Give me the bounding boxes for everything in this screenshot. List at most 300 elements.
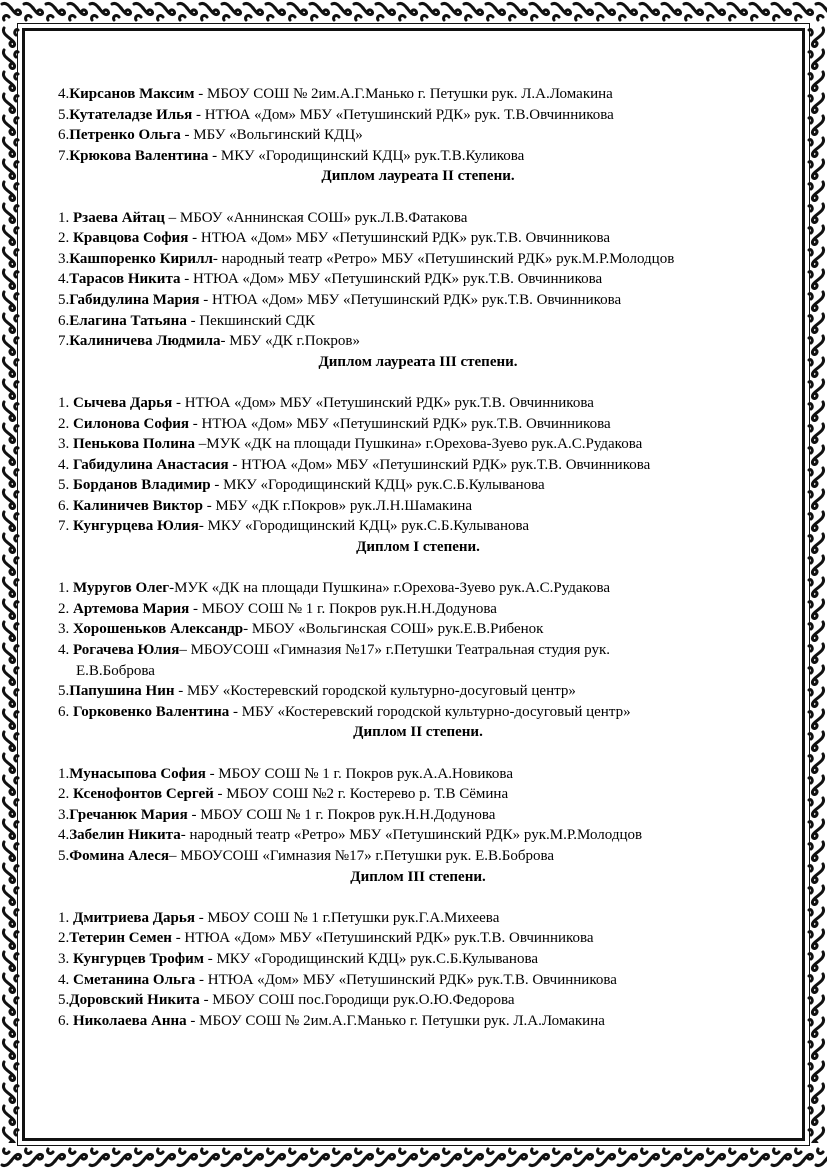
- item-number: 7.: [58, 333, 70, 350]
- list-item: [58, 269, 778, 290]
- ornament-motif: [178, 1149, 197, 1166]
- item-number: 2.: [58, 415, 73, 432]
- ornament-motif: [112, 1149, 131, 1166]
- ornament-motif: [3, 996, 18, 1015]
- item-number: 4.: [58, 827, 70, 844]
- ornament-motif: [640, 3, 659, 20]
- ornament-motif: [398, 3, 417, 20]
- ornament-motif: [809, 160, 824, 179]
- item-number: 2.: [58, 600, 73, 617]
- ornament-motif: [809, 952, 824, 971]
- participant-name: Кунгурцева Юлия: [73, 518, 199, 535]
- item-number: 5.: [58, 847, 70, 864]
- participant-details: - МБОУ СОШ №2 г. Костерево р. Т.В Сёмина: [213, 786, 509, 803]
- participant-details: - МБОУ «Вольгинская СОШ» рук.Е.В.Рибенок: [243, 621, 544, 638]
- item-number: 5.: [58, 683, 70, 700]
- ornament-motif: [178, 3, 197, 20]
- item-number: 1.: [58, 209, 73, 226]
- ornament-motif: [809, 930, 824, 949]
- list-item: [58, 990, 778, 1011]
- list-item: [58, 455, 778, 476]
- item-number: 3.: [58, 436, 73, 453]
- participant-name: Крюкова Валентина: [69, 147, 209, 164]
- item-number: 1.: [58, 580, 73, 597]
- participant-details: - НТЮА «Дом» МБУ «Петушинский РДК» рук.Т.В. Овчинникова: [195, 971, 617, 988]
- ornament-motif: [809, 710, 824, 729]
- ornament-motif: [662, 3, 681, 20]
- list-item: [58, 331, 778, 352]
- ornament-motif: [3, 138, 18, 157]
- list-item: [58, 970, 778, 991]
- ornament-motif: [2, 1149, 21, 1166]
- award-section: [58, 764, 778, 888]
- ornament-motif: [728, 1149, 747, 1166]
- ornament-motif: [222, 1149, 241, 1166]
- ornament-motif: [24, 1149, 43, 1166]
- ornament-motif: [684, 3, 703, 20]
- participant-details: – МБОУ «Аннинская СОШ» рук.Л.В.Фатакова: [164, 209, 468, 226]
- participant-name: Мунасыпова София: [69, 765, 206, 782]
- item-number: 1.: [58, 765, 70, 782]
- participant-details: - НТЮА «Дом» МБУ «Петушинский РДК» рук.Т.В. Овчинникова: [199, 291, 622, 308]
- ornament-motif: [809, 358, 824, 377]
- ornament-motif: [772, 1149, 791, 1166]
- participant-name: Сычева Дарья: [73, 394, 173, 411]
- ornament-motif: [3, 886, 18, 905]
- ornament-motif: [3, 644, 18, 663]
- ornament-motif: [376, 1149, 395, 1166]
- ornament-motif: [809, 182, 824, 201]
- ornament-motif: [3, 226, 18, 245]
- ornament-motif: [200, 3, 219, 20]
- participant-name: Тарасов Никита: [69, 271, 181, 288]
- ornament-motif: [809, 820, 824, 839]
- ornament-motif: [809, 886, 824, 905]
- item-number: 2.: [58, 786, 73, 803]
- ornament-motif: [68, 3, 87, 20]
- ornament-right-border: [805, 26, 827, 1143]
- item-number: 4.: [58, 86, 70, 102]
- ornament-motif: [3, 314, 18, 333]
- ornament-motif: [420, 3, 439, 20]
- participant-details: - МБУ «Костеревский городской культурно-досуговый центр»: [229, 703, 631, 720]
- participant-details: - МБОУ СОШ № 1 г.Петушки рук.Г.А.Михеева: [194, 909, 500, 926]
- ornament-motif: [3, 1040, 18, 1059]
- list-item: [58, 578, 778, 599]
- ornament-motif: [706, 3, 725, 20]
- ornament-motif: [706, 1149, 725, 1166]
- list-item: [58, 290, 778, 311]
- ornament-motif: [809, 468, 824, 487]
- ornament-motif: [809, 600, 824, 619]
- participant-details: - НТЮА «Дом» МБУ «Петушинский РДК» рук.Т.В. Овчинникова: [180, 271, 603, 288]
- participant-details: - НТЮА «Дом» МБУ «Петушинский РДК» рук.Т.В. Овчинникова: [188, 415, 611, 432]
- participant-name: Калиничев Виктор: [73, 497, 203, 514]
- ornament-motif: [794, 3, 813, 20]
- ornament-motif: [442, 1149, 461, 1166]
- ornament-motif: [112, 3, 131, 20]
- participant-name: Петренко Ольга: [69, 127, 181, 144]
- ornament-motif: [266, 3, 285, 20]
- ornament-motif: [809, 666, 824, 685]
- ornament-motif: [3, 1084, 18, 1103]
- participant-name: Борданов Владимир: [73, 477, 211, 494]
- list-item: [58, 434, 778, 455]
- ornament-motif: [3, 556, 18, 575]
- ornament-motif: [3, 1106, 18, 1125]
- list-item: [58, 825, 778, 846]
- item-number: 6.: [58, 497, 73, 514]
- ornament-motif: [809, 644, 824, 663]
- item-number: 2.: [58, 930, 70, 947]
- ornament-motif: [3, 1128, 18, 1143]
- ornament-motif: [442, 3, 461, 20]
- participant-name: Пенькова Полина: [73, 436, 195, 453]
- ornament-motif: [809, 402, 824, 421]
- participant-details: - НТЮА «Дом» МБУ «Петушинский РДК» рук.Т.В. Овчинникова: [171, 930, 594, 947]
- list-item: [58, 599, 778, 620]
- list-item: [58, 908, 778, 929]
- ornament-motif: [809, 1106, 824, 1125]
- ornament-motif: [24, 3, 43, 20]
- participant-name: Габидулина Анастасия: [73, 456, 229, 473]
- item-number: 6.: [58, 1012, 73, 1029]
- list-item: [58, 764, 778, 785]
- participant-name: Рогачева Юлия: [73, 642, 180, 659]
- award-section: [58, 578, 778, 743]
- ornament-motif: [68, 1149, 87, 1166]
- ornament-motif: [3, 952, 18, 971]
- ornament-motif: [3, 248, 18, 267]
- participant-name: Папушина Нин: [69, 683, 175, 700]
- ornament-motif: [3, 600, 18, 619]
- ornament-motif: [46, 3, 65, 20]
- participant-details: - МКУ «Городищинский КДЦ» рук.Т.В.Куликова: [208, 147, 525, 164]
- ornament-motif: [809, 622, 824, 641]
- participant-details: - МБУ «Вольгинский КДЦ»: [180, 127, 363, 144]
- participant-details: –МУК «ДК на площади Пушкина» г.Орехова-Зуево рук.А.С.Рудакова: [195, 436, 643, 453]
- award-heading: Диплом I степени.: [356, 539, 480, 556]
- participant-details: - НТЮА «Дом» МБУ «Петушинский РДК» рук. Т.В.Овчинникова: [192, 106, 614, 123]
- ornament-motif: [288, 3, 307, 20]
- participant-name: Доровский Никита: [69, 992, 200, 1009]
- ornament-motif: [809, 248, 824, 267]
- item-number: 1.: [58, 909, 73, 926]
- award-section: [58, 84, 778, 187]
- ornament-motif: [222, 3, 241, 20]
- ornament-motif: [156, 1149, 175, 1166]
- ornament-motif: [486, 3, 505, 20]
- ornament-bottom-border: [0, 1143, 827, 1169]
- award-section: [58, 393, 778, 558]
- participant-name: Кунгурцев Трофим: [73, 950, 204, 967]
- ornament-motif: [809, 512, 824, 531]
- award-heading: Диплом лауреата II степени.: [321, 168, 515, 185]
- participant-name: Николаева Анна: [73, 1012, 187, 1029]
- ornament-motif: [809, 446, 824, 465]
- participant-name: Забелин Никита: [69, 827, 181, 844]
- item-number: 6.: [58, 127, 70, 144]
- ornament-motif: [508, 1149, 527, 1166]
- ornament-motif: [376, 3, 395, 20]
- ornament-motif: [3, 160, 18, 179]
- participant-name: Фомина Алеся: [69, 847, 169, 864]
- participant-name: Елагина Татьяна: [69, 312, 187, 329]
- participant-details: - МБОУ СОШ № 1 г. Покров рук.Н.Н.Додунова: [187, 806, 496, 823]
- participant-name: Кирсанов Максим: [69, 86, 195, 102]
- ornament-motif: [354, 1149, 373, 1166]
- ornament-motif: [809, 534, 824, 553]
- ornament-motif: [90, 3, 109, 20]
- item-number: 6.: [58, 312, 70, 329]
- ornament-motif: [3, 666, 18, 685]
- ornament-motif: [244, 1149, 263, 1166]
- participant-name: Тетерин Семен: [69, 930, 172, 947]
- ornament-motif: [809, 1084, 824, 1103]
- ornament-motif: [134, 3, 153, 20]
- ornament-motif: [3, 292, 18, 311]
- ornament-motif: [134, 1149, 153, 1166]
- ornament-motif: [809, 226, 824, 245]
- ornament-motif: [684, 1149, 703, 1166]
- participant-name: Калиничева Людмила: [69, 333, 221, 350]
- ornament-motif: [530, 1149, 549, 1166]
- ornament-motif: [816, 1149, 827, 1166]
- list-item: [58, 805, 778, 826]
- ornament-left-border: [0, 26, 22, 1143]
- list-item: [58, 311, 778, 332]
- ornament-motif: [809, 72, 824, 91]
- item-number: 3.: [58, 250, 70, 267]
- participant-details: - народный театр «Ретро» МБУ «Петушинский РДК» рук.М.Р.Молодцов: [180, 827, 643, 844]
- ornament-motif: [809, 1018, 824, 1037]
- ornament-motif: [398, 1149, 417, 1166]
- ornament-motif: [809, 50, 824, 69]
- ornament-motif: [552, 3, 571, 20]
- ornament-motif: [794, 1149, 813, 1166]
- list-item: [58, 784, 778, 805]
- list-item: [58, 208, 778, 229]
- list-item: [58, 949, 778, 970]
- ornament-motif: [809, 424, 824, 443]
- ornament-motif: [2, 3, 21, 20]
- ornament-motif: [809, 754, 824, 773]
- ornament-motif: [354, 3, 373, 20]
- ornament-motif: [200, 1149, 219, 1166]
- participant-details: - МКУ «Городищинский КДЦ» рук.С.Б.Кулыванова: [198, 518, 530, 535]
- item-number: 3.: [58, 950, 73, 967]
- item-number: 6.: [58, 703, 73, 720]
- participant-details-continued: Е.В.Боброва: [76, 662, 155, 679]
- ornament-motif: [332, 1149, 351, 1166]
- participant-name: Гречанюк Мария: [69, 806, 188, 823]
- participant-details: - МБУ «Костеревский городской культурно-досуговый центр»: [174, 683, 576, 700]
- ornament-motif: [530, 3, 549, 20]
- ornament-motif: [640, 1149, 659, 1166]
- ornament-motif: [3, 578, 18, 597]
- ornament-motif: [809, 204, 824, 223]
- participant-details: - Пекшинский СДК: [186, 312, 315, 329]
- participant-details: - народный театр «Ретро» МБУ «Петушинский РДК» рук.М.Р.Молодцов: [212, 250, 675, 267]
- participant-details: - МБОУ СОШ № 2им.А.Г.Манько г. Петушки рук. Л.А.Ломакина: [186, 1012, 605, 1029]
- list-item: [58, 619, 778, 640]
- ornament-motif: [3, 94, 18, 113]
- item-number: 5.: [58, 477, 73, 494]
- item-number: 4.: [58, 642, 73, 659]
- participant-details: -МУК «ДК на площади Пушкина» г.Орехова-Зуево рук.А.С.Рудакова: [169, 580, 611, 597]
- item-number: 7.: [58, 147, 70, 164]
- participant-name: Муругов Олег: [73, 580, 170, 597]
- ornament-motif: [310, 1149, 329, 1166]
- item-number: 3.: [58, 621, 73, 638]
- ornament-motif: [3, 402, 18, 421]
- ornament-motif: [464, 3, 483, 20]
- participant-details: - НТЮА «Дом» МБУ «Петушинский РДК» рук.Т.В. Овчинникова: [172, 394, 594, 411]
- ornament-motif: [3, 50, 18, 69]
- award-heading: Диплом лауреата III степени.: [318, 353, 518, 370]
- ornament-motif: [809, 578, 824, 597]
- ornament-motif: [3, 974, 18, 993]
- ornament-motif: [809, 116, 824, 135]
- participant-details: - МБУ «ДК г.Покров»: [220, 333, 360, 350]
- participant-name: Габидулина Мария: [69, 291, 200, 308]
- ornament-motif: [809, 270, 824, 289]
- ornament-motif: [809, 1128, 824, 1143]
- list-item: [58, 846, 778, 867]
- item-number: 5.: [58, 291, 70, 308]
- participant-details: - МКУ «Городищинский КДЦ» рук.С.Б.Кулыванова: [203, 950, 538, 967]
- ornament-motif: [3, 204, 18, 223]
- ornament-motif: [508, 3, 527, 20]
- participant-name: Сметанина Ольга: [73, 971, 196, 988]
- ornament-motif: [46, 1149, 65, 1166]
- ornament-motif: [772, 3, 791, 20]
- participant-name: Кутателадзе Илья: [69, 106, 193, 123]
- participant-name: Ксенофонтов Сергей: [73, 786, 214, 803]
- list-item: [58, 702, 778, 723]
- ornament-motif: [618, 1149, 637, 1166]
- list-item: [58, 1011, 778, 1032]
- award-heading: Диплом III степени.: [350, 868, 486, 885]
- item-number: 4.: [58, 456, 73, 473]
- ornament-motif: [3, 908, 18, 927]
- ornament-motif: [156, 3, 175, 20]
- item-number: 4.: [58, 971, 73, 988]
- ornament-motif: [3, 864, 18, 883]
- ornament-motif: [809, 688, 824, 707]
- ornament-motif: [310, 3, 329, 20]
- item-number: 1.: [58, 394, 73, 411]
- ornament-motif: [332, 3, 351, 20]
- ornament-motif: [728, 3, 747, 20]
- ornament-motif: [596, 3, 615, 20]
- ornament-motif: [3, 1062, 18, 1081]
- list-item: [58, 105, 778, 126]
- ornament-motif: [809, 380, 824, 399]
- ornament-motif: [3, 182, 18, 201]
- ornament-motif: [3, 72, 18, 91]
- ornament-motif: [3, 1018, 18, 1037]
- ornament-motif: [750, 3, 769, 20]
- item-number: 5.: [58, 992, 70, 1009]
- list-item: [58, 496, 778, 517]
- ornament-motif: [809, 974, 824, 993]
- ornament-motif: [3, 754, 18, 773]
- list-item: [58, 928, 778, 949]
- ornament-motif: [809, 732, 824, 751]
- ornament-motif: [3, 336, 18, 355]
- item-number: 7.: [58, 518, 73, 535]
- participant-details: - НТЮА «Дом» МБУ «Петушинский РДК» рук.Т.В. Овчинникова: [228, 456, 651, 473]
- participant-name: Горковенко Валентина: [73, 703, 230, 720]
- ornament-motif: [464, 1149, 483, 1166]
- award-section: [58, 908, 778, 1032]
- ornament-motif: [662, 1149, 681, 1166]
- ornament-motif: [420, 1149, 439, 1166]
- ornament-motif: [809, 776, 824, 795]
- list-item: [58, 681, 778, 702]
- participant-details: - МБОУ СОШ № 1 г. Покров рук.Н.Н.Додунова: [189, 600, 497, 617]
- list-item: [58, 84, 778, 105]
- ornament-motif: [750, 1149, 769, 1166]
- ornament-motif: [574, 1149, 593, 1166]
- list-item: [58, 475, 778, 496]
- ornament-motif: [3, 424, 18, 443]
- ornament-motif: [816, 3, 827, 20]
- ornament-motif: [809, 94, 824, 113]
- ornament-motif: [3, 930, 18, 949]
- ornament-motif: [3, 270, 18, 289]
- ornament-motif: [618, 3, 637, 20]
- participant-name: Силонова София: [73, 415, 189, 432]
- ornament-motif: [3, 116, 18, 135]
- award-heading: Диплом II степени.: [353, 724, 483, 741]
- ornament-motif: [809, 1062, 824, 1081]
- ornament-motif: [809, 996, 824, 1015]
- ornament-motif: [3, 732, 18, 751]
- ornament-motif: [3, 28, 18, 47]
- ornament-top-border: [0, 0, 827, 26]
- ornament-motif: [3, 468, 18, 487]
- participant-details: – МБОУСОШ «Гимназия №17» г.Петушки рук. Е.В.Боброва: [168, 847, 555, 864]
- item-number: 5.: [58, 106, 70, 123]
- list-item: [58, 146, 778, 167]
- ornament-motif: [3, 622, 18, 641]
- participant-details: - МБУ «ДК г.Покров» рук.Л.Н.Шамакина: [202, 497, 473, 514]
- ornament-motif: [809, 1040, 824, 1059]
- ornament-motif: [809, 28, 824, 47]
- participant-name: Кашпоренко Кирилл: [69, 250, 213, 267]
- ornament-motif: [288, 1149, 307, 1166]
- participant-name: Рзаева Айтац: [73, 209, 165, 226]
- ornament-motif: [3, 534, 18, 553]
- ornament-motif: [809, 842, 824, 861]
- item-number: 4.: [58, 271, 70, 288]
- ornament-motif: [3, 490, 18, 509]
- list-item: [58, 516, 778, 537]
- participant-details: - МКУ «Городищинский КДЦ» рук.С.Б.Кулыванова: [210, 477, 545, 494]
- participant-name: Кравцова София: [73, 230, 189, 247]
- list-item: [58, 249, 778, 270]
- ornament-motif: [596, 1149, 615, 1166]
- ornament-motif: [809, 292, 824, 311]
- list-item: [58, 414, 778, 435]
- ornament-motif: [3, 710, 18, 729]
- participant-details: - МБОУ СОШ № 1 г. Покров рук.А.А.Новикова: [205, 765, 513, 782]
- ornament-motif: [3, 820, 18, 839]
- ornament-motif: [244, 3, 263, 20]
- award-section: [58, 208, 778, 373]
